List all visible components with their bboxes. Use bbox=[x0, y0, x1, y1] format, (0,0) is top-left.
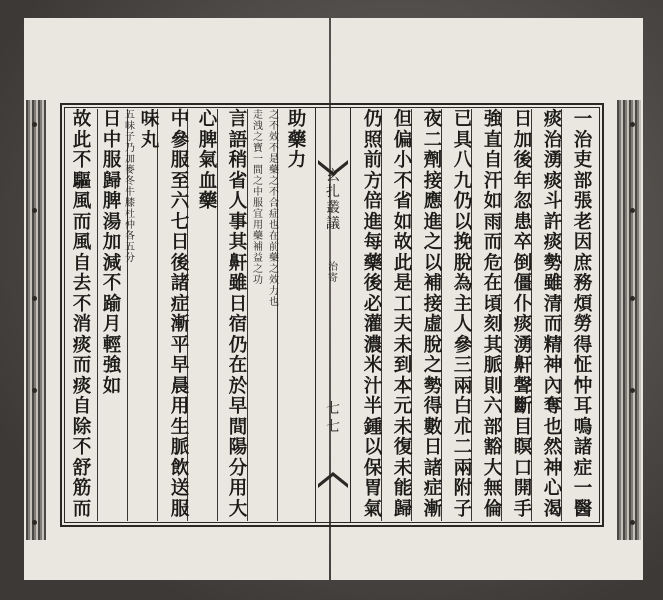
binding-hole bbox=[32, 208, 37, 213]
text-column: 心 脾 氣 血 藥 bbox=[198, 109, 218, 212]
text-column: 日 中 服 歸 脾 湯 加 減 不 踰 月 輕 強 如 bbox=[102, 109, 122, 397]
text-column: 強 直 自 汗 如 雨 而 危 在 頃 刻 其 脈 則 六 部 豁 大 無 倫 bbox=[483, 109, 503, 520]
binding-hole bbox=[32, 122, 37, 127]
text-column: 夜 二 劑 接 應 進 之 以 補 接 虛 脫 之 勢 得 數 日 諸 症 漸 bbox=[423, 109, 443, 520]
binding-hole bbox=[32, 388, 37, 393]
binding-hole bbox=[32, 520, 37, 525]
text-column: 日 加 後 年 忽 患 卒 倒 僵 仆 痰 湧 鼾 聲 斷 目 瞑 口 開 手 bbox=[513, 109, 533, 520]
text-column: 言 語 稍 省 人 事 其 鼾 雖 日 宿 仍 在 於 早 間 陽 分 用 大 bbox=[228, 109, 248, 520]
text-column: 故 此 不 驅 風 而 風 自 去 不 消 痰 而 痰 自 除 不 舒 筋 而 bbox=[72, 109, 92, 520]
text-column: 已 具 八 九 仍 以 挽 脫 為 主 人 參 三 兩 白 朮 二 兩 附 子 bbox=[453, 109, 473, 520]
text-column: 一 治 吏 部 張 老 因 庶 務 煩 勞 得 怔 忡 耳 鳴 諸 症 一 醫 bbox=[573, 109, 593, 520]
binding-hole bbox=[630, 388, 635, 393]
text-column: 痰 治 湧 痰 斗 許 痰 勢 雖 清 而 精 神 內 奪 也 然 神 心 渴 bbox=[543, 109, 563, 520]
binding-hole bbox=[630, 122, 635, 127]
text-column: 但 偏 小 不 省 如 故 此 是 工 夫 未 到 本 元 未 復 未 能 歸 bbox=[393, 109, 413, 520]
text-column: 五 味 子 乃 加 麥 冬 牛 膝 杜 仲 各 五 分 bbox=[125, 110, 135, 264]
book-title: 玄扎叢議 bbox=[326, 168, 340, 232]
binding-hole bbox=[630, 208, 635, 213]
binding-hole bbox=[630, 296, 635, 301]
fish-tail-mark-bottom bbox=[318, 468, 348, 488]
binding-hole bbox=[32, 296, 37, 301]
text-column: 中 參 服 至 六 七 日 後 諸 症 漸 平 早 晨 用 生 脈 飲 送 服 bbox=[170, 109, 190, 520]
text-column: 之 不 效 不 是 藥 之 不 合 症 也 在 前 藥 之 效 力 也 bbox=[269, 110, 279, 308]
text-column: 走 洩 之 寶 一 間 之 中 服 宜 用 藥 補 益 之 功 bbox=[253, 110, 263, 286]
binding-hole bbox=[630, 520, 635, 525]
right-edge-shadow bbox=[617, 100, 641, 540]
text-column: 助 藥 力 bbox=[287, 109, 307, 171]
section-label: 治寄 bbox=[328, 262, 338, 284]
text-column: 味 丸 bbox=[140, 109, 160, 151]
text-column: 仍 照 前 方 倍 進 每 藥 後 必 灌 濃 米 汁 半 鍾 以 保 胃 氣 bbox=[363, 109, 383, 520]
left-edge-shadow bbox=[26, 100, 46, 540]
page-number: 七七 bbox=[326, 401, 340, 435]
